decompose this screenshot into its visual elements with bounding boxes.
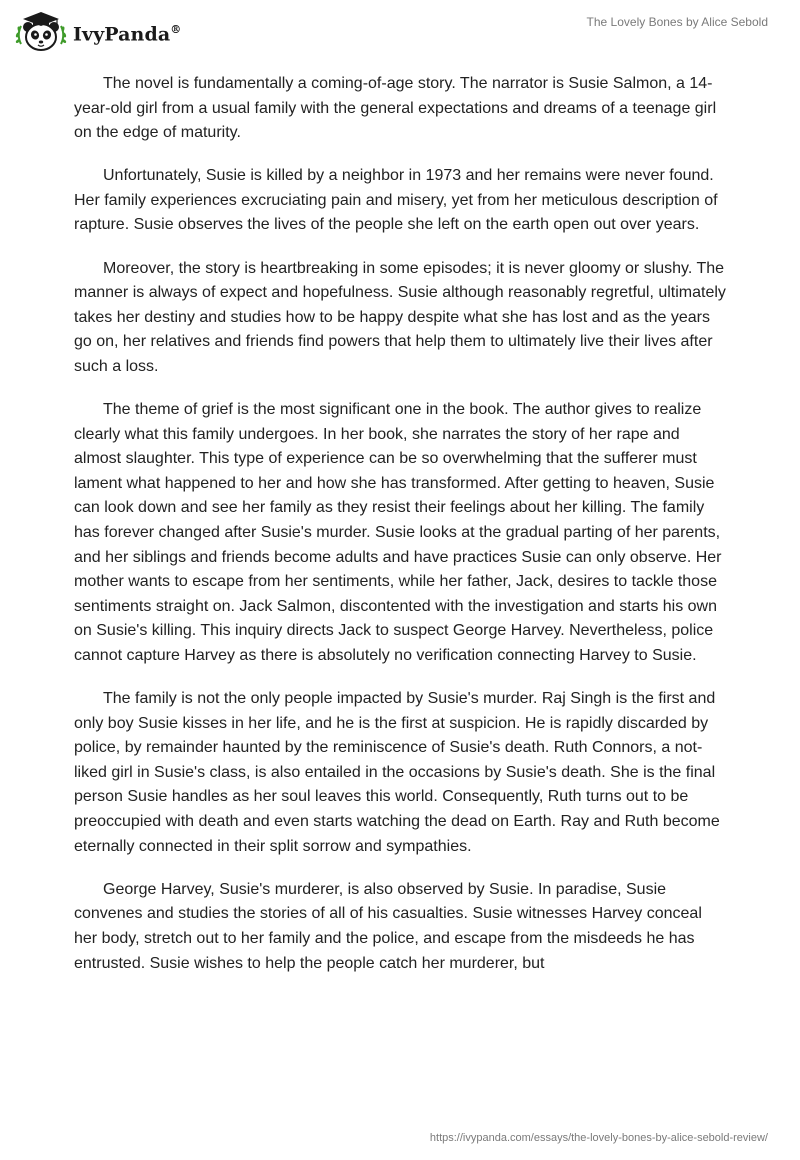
- paragraph: George Harvey, Susie's murderer, is also observed by Susie. In paradise, Susie convenes and studies the stories of all of his casualties. Susie witnesses Harvey conceal her body, stretch out to her family and the police, and escape from the misdeeds he has entrusted. Susie wishes to help the people catch her murderer, but: [74, 880, 702, 972]
- brand-name: IvyPanda®: [73, 22, 182, 46]
- panda-graduate-icon: [14, 10, 68, 54]
- document-title: The Lovely Bones by Alice Sebold: [586, 15, 768, 29]
- paragraph: Moreover, the story is heartbreaking in some episodes; it is never gloomy or slushy. The manner is always of expect and hopefulness. Susie although reasonably regretful, ultimately takes her destiny and studies how to be happy despite what she has lost and as the years go on, her relatives and friends find powers that help them to ultimately live their lives after such a loss.: [74, 259, 726, 375]
- paragraph: Unfortunately, Susie is killed by a neighbor in 1973 and her remains were never found. Her family experiences excruciating pain and misery, yet from her meticulous description of rapture. Susie observes the lives of the people she left on the earth open out over years.: [74, 167, 718, 234]
- ivypanda-logo[interactable]: [14, 10, 181, 54]
- source-url[interactable]: https://ivypanda.com/essays/the-lovely-bones-by-alice-sebold-review/: [429, 1132, 768, 1144]
- registered-mark: ®: [170, 22, 182, 36]
- page-header: [0, 0, 800, 70]
- paragraph: The family is not the only people impacted by Susie's murder. Raj Singh is the first and only boy Susie kisses in her life, and he is the first at suspicion. He is rapidly discarded by police, by remainder haunted by the reminiscence of Susie's death. Ruth Connors, a not-liked girl in Susie's class, is also entailed in the occasions by Susie's death. She is the final person Susie handles as her soul leaves this world. Consequently, Ruth turns out to be preoccupied with death and even starts watching the dead on Earth. Ray and Ruth become eternally connected in their split sorrow and sympathies.: [74, 690, 720, 855]
- paragraph: The novel is fundamentally a coming-of-age story. The narrator is Susie Salmon, a 14-year-old girl from a usual family with the general expectations and dreams of a teenage girl on the edge of maturity.: [74, 75, 717, 142]
- essay-body: [74, 72, 726, 995]
- paragraph: The theme of grief is the most significant one in the book. The author gives to realize clearly what this family undergoes. In her book, she narrates the story of her rape and almost slaughter. This type of experience can be so overwhelming that the sufferer must lament what happened to her and how she has transformed. After getting to heaven, Susie can look down and see her family as they resist their feelings about her killing. The family has forever changed after Susie's murder. Susie looks at the gradual parting of her parents, and her siblings and friends become adults and have practices Susie can only observe. Her mother wants to escape from her sentiments, while her father, Jack, desires to tackle those sentiments straight on. Jack Salmon, discontented with the investigation and starts his own on Susie's killing. This inquiry directs Jack to suspect George Harvey. Nevertheless, police cannot capture Harvey as there is absolutely no verification connecting Harvey to Susie.: [74, 401, 722, 664]
